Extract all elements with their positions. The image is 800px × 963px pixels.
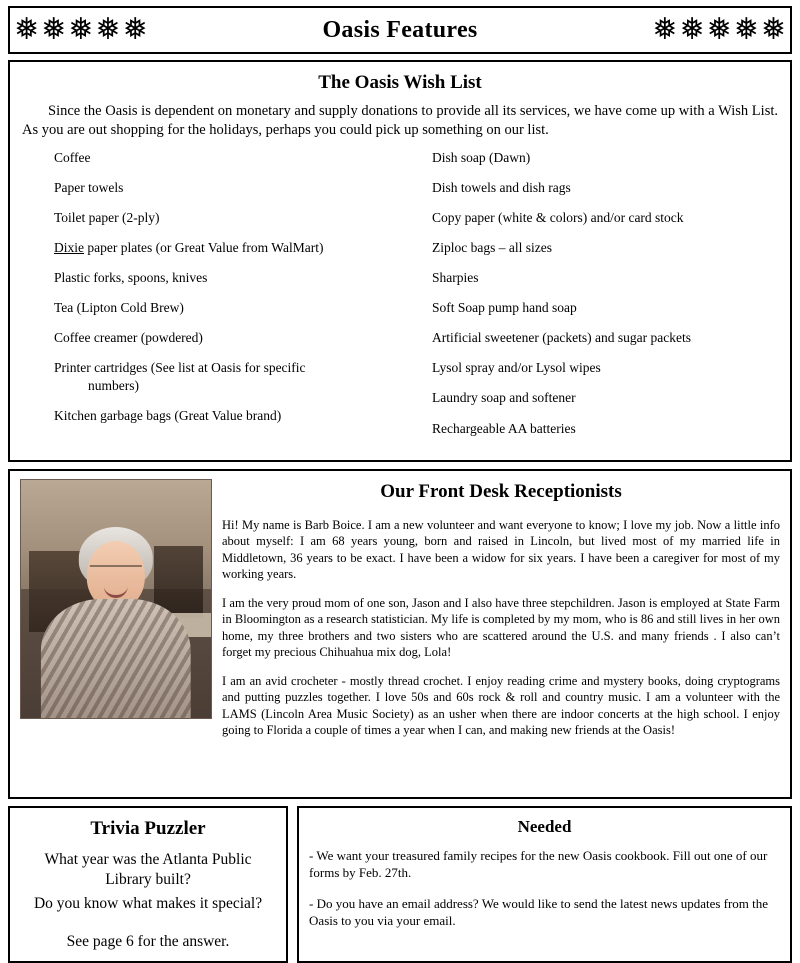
list-item: Copy paper (white & colors) and/or card stock xyxy=(432,210,684,226)
list-item: Plastic forks, spoons, knives xyxy=(54,270,208,286)
needed-section xyxy=(297,806,792,963)
list-item: Soft Soap pump hand soap xyxy=(432,300,577,316)
needed-item: - Do you have an email address? We would like to send the latest news updates from the Oasis to you via your email. xyxy=(309,896,769,929)
snowflake-icon: ❅ xyxy=(95,15,121,45)
list-item: Rechargeable AA batteries xyxy=(432,420,576,436)
list-item-line-1: Printer cartridges (See list at Oasis for specific xyxy=(54,360,306,376)
list-item: Tea (Lipton Cold Brew) xyxy=(54,300,184,316)
trivia-section xyxy=(8,806,288,963)
receptionists-section xyxy=(8,469,792,799)
photo-person-glasses xyxy=(90,565,142,579)
receptionist-photo xyxy=(20,479,212,719)
page-title: Oasis Features xyxy=(322,16,478,43)
wish-list-column-right xyxy=(414,149,774,449)
photo-person xyxy=(44,527,188,717)
list-item: Paper towels xyxy=(54,180,124,196)
list-item: Toilet paper (2-ply) xyxy=(54,210,160,226)
snowflake-icon: ❅ xyxy=(679,15,705,45)
snowflake-icon: ❅ xyxy=(706,15,732,45)
list-item: Ziploc bags – all sizes xyxy=(432,240,552,256)
snowflake-strip-right xyxy=(652,15,786,45)
wish-list-column-left xyxy=(54,149,414,449)
snowflake-strip-left xyxy=(14,15,148,45)
page-header xyxy=(8,6,792,54)
snowflake-icon: ❅ xyxy=(68,15,94,45)
list-item: Dish towels and dish rags xyxy=(432,180,571,196)
receptionist-paragraph: Hi! My name is Barb Boice. I am a new volunteer and want everyone to know; I love my job. Now a little info about myself: I am 68 years young, born and raised in Lincoln, but lived most of my married life in Middletown, 36 years to be exact. I have been a widow for six years. I have been a caregiver for most of my working years. xyxy=(222,517,780,582)
receptionist-paragraph: I am the very proud mom of one son, Jason and I also have three stepchildren. Jason is employed at State Farm in Bloomington as a research statistician. My life is completed by my mom, who is 86 and still lives in her own home, my three brothers and two sisters who are scattered around the U.S. and many friends . I also can’t forget my precious Chihuahua mix dog, Lola! xyxy=(222,595,780,660)
trivia-title: Trivia Puzzler xyxy=(90,817,206,839)
list-item: Dish soap (Dawn) xyxy=(432,150,531,166)
wish-list-columns xyxy=(20,149,780,449)
list-item: Lysol spray and/or Lysol wipes xyxy=(432,360,601,376)
snowflake-icon: ❅ xyxy=(14,15,40,45)
snowflake-icon: ❅ xyxy=(41,15,67,45)
receptionists-text xyxy=(222,479,780,751)
list-item: Artificial sweetener (packets) and sugar packets xyxy=(432,330,692,346)
wish-list-title: The Oasis Wish List xyxy=(318,72,482,93)
list-item: Coffee creamer (powdered) xyxy=(54,330,203,346)
snowflake-icon: ❅ xyxy=(122,15,148,45)
trivia-answer-pointer: See page 6 for the answer. xyxy=(66,933,230,951)
wish-list-intro: Since the Oasis is dependent on monetary and supply donations to provide all its services, we have come up with a Wish List. As you are out shopping for the holidays, perhaps you could pick up something on our list. xyxy=(22,103,778,138)
snowflake-icon: ❅ xyxy=(733,15,759,45)
needed-item: - We want your treasured family recipes for the new Oasis cookbook. Fill out one of our forms by Feb. 27th. xyxy=(309,847,768,880)
trivia-question-line-2: Do you know what makes it special? xyxy=(33,895,263,913)
list-item: Laundry soap and softener xyxy=(432,390,576,406)
list-item: Dixie paper plates (or Great Value from WalMart) xyxy=(54,240,324,256)
list-item: Sharpies xyxy=(432,270,479,286)
list-item-underlined-word: Dixie xyxy=(54,240,84,256)
needed-title: Needed xyxy=(517,816,572,836)
list-item xyxy=(54,359,414,394)
snowflake-icon: ❅ xyxy=(652,15,678,45)
list-item-line-2: numbers) xyxy=(88,377,139,393)
photo-person-body xyxy=(41,599,191,718)
receptionists-layout xyxy=(20,479,780,751)
snowflake-icon: ❅ xyxy=(760,15,786,45)
wish-list-section xyxy=(8,60,792,462)
list-item: Kitchen garbage bags (Great Value brand) xyxy=(54,408,282,424)
receptionist-paragraph: I am an avid crocheter - mostly thread crochet. I enjoy reading crime and mystery books, doing cryptograms and putting puzzles together. I love 50s and 60s rock & roll and country music. I am a volunteer with the LAMS (Lincoln Area Music Society) as an usher when there are indoor concerts at the high school. I enjoy going to Florida a couple of times a year when I can, and making new friends at the Oasis! xyxy=(222,673,780,738)
receptionists-title: Our Front Desk Receptionists xyxy=(380,480,622,502)
trivia-question-line-1: What year was the Atlanta Public Library built? xyxy=(44,850,252,889)
bottom-row xyxy=(8,806,792,963)
list-item: Coffee xyxy=(54,150,91,166)
